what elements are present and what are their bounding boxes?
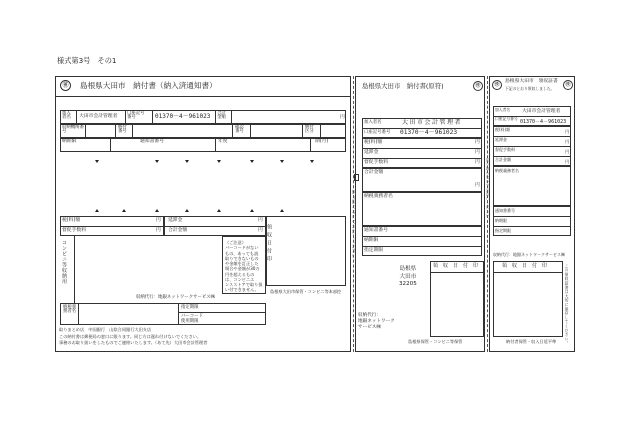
cut-mark-icon [280,160,284,163]
middle-footer: 島根県保管・コンビニ等保管 [408,339,463,344]
right-side-note: この領収証書は大切に保存してください。 [565,264,570,346]
main-receipt-label: 領収日付印 [266,224,272,264]
middle-payer-label: 加入者名 [364,120,382,125]
cut-mark-icon [185,209,189,212]
yen-unit: 円 [475,150,480,155]
right-receipt-label: 領 収 日 付 印 [502,263,548,269]
middle-receipt-label: 領 収 日 付 印 [433,263,479,269]
cut-mark-icon [280,209,284,212]
main-payer-value: 大田市会計管理者 [79,114,118,119]
right-account-value: 01370－4－961023 [520,119,567,125]
cut-mark-icon [122,209,126,212]
main-bottom-box [60,303,266,325]
middle-tax-label: 税(料)額 [364,140,383,145]
right-subtitle: 下記のとおり領収しました。 [505,86,555,91]
cut-mark-icon [217,209,221,212]
main-surcharge-label: 督促手数料 [62,228,86,233]
main-bank-note: 取りまとめ店 中国銀行 山陰合同銀行大田支店 [59,327,152,332]
yen-unit: 円 [565,149,570,154]
right-designated-label: 指定期限 [495,228,511,233]
main-due-label: 通知書番号 [140,139,164,144]
main-year-label: 年度 [218,139,228,144]
yen-unit: 円 [258,218,263,223]
main-agency-label: 収納機関番号 [62,125,84,135]
right-footer: 納付者保管・収入日延平準 [506,339,557,344]
main-conv-label: コンビニ等収納用 [61,240,67,284]
main-account-label: 口座記号番号 [127,111,145,121]
middle-penalty-label: 延滞金 [364,150,379,155]
main-title: 島根県大田市 納付書（納入済通知書） [80,81,217,90]
cut-mark-icon [95,160,99,163]
cut-mark-icon [250,209,254,212]
main-note-text: （ご注意） バーコードがない もの、あっても読 取りできないもの や金額を訂正した 場合や金額が30万 円を超えるもの は、コンビニエ ンスストアで取り扱 い付できません。 [225,240,263,293]
yen-unit: 円 [565,139,570,144]
right-surcharge-label: 督促手数料 [495,147,515,152]
cut-mark-icon [217,160,221,163]
middle-sum-label: 合計金額 [364,170,384,175]
right-title: 島根県大田市 領収証書 [505,79,558,84]
right-agent-label: 収納代行：地銀ネットワークサービス㈱ [493,252,565,257]
bank-symbol-icon: ㊝ [492,80,502,90]
main-header-row [60,138,346,152]
main-city-footer: 島根県大田市保管・コンビニ等本部控 [270,289,342,294]
main-total-yen: 円 [340,115,345,120]
main-designated-label: 指定期限 [181,305,199,310]
yen-unit: 円 [258,228,263,233]
form-label: 様式第3号 その1 [57,56,117,65]
main-confirm-no-label: 確認番号 [235,125,244,135]
main-deadline-label: 納期限 [62,139,77,144]
yen-unit: 円 [156,228,161,233]
main-instructions-1: この納付書は郵便局の窓口に限ります。同じ方は遅れ付けないでください。 [59,334,202,339]
main-payer-label: 加入者名 [62,111,71,121]
right-account-label: 口座記号番号 [495,116,518,121]
middle-payer-value: 大田市会計管理者 [402,119,463,126]
bank-symbol-icon: ㊝ [563,80,573,90]
right-payer-label: 加入者名 [495,107,511,112]
middle-city-block: 島根県 大田市 32205 [399,266,417,288]
right-tax-label: 税(料)額 [495,127,511,132]
main-number-row [60,124,346,138]
main-notice-no-label: 納付番号 [118,125,127,135]
middle-deadline-label: 納期限 [364,238,379,243]
right-deadline-label: 納期限 [495,218,507,223]
main-instructions-2: 事務のお取り扱いをしたものでご連絡いたします。（あて先）大田市会計管理者 [59,340,208,345]
main-period-label: 期(月) [315,139,329,144]
yen-unit: 円 [475,140,480,145]
main-sum-label: 合計金額 [168,228,188,233]
cut-mark-icon [155,209,159,212]
cut-mark-icon [250,160,254,163]
main-category-label: 納付区分 [305,125,314,135]
bank-symbol-icon: ㊝ [60,80,71,91]
yen-unit: 円 [156,218,161,223]
main-receipt-box [266,216,346,286]
middle-account-label: 口座記号番号 [364,130,391,135]
main-tax-label: 税(料)額 [62,218,81,223]
main-total-label: 合計金額 [217,111,226,121]
right-payer-name-label: 納税義務者名 [495,168,519,173]
middle-agent-label: 収納代行： 地銀ネットワーク サービス㈱ [358,313,395,330]
cut-mark-icon [95,209,99,212]
cut-mark-icon [310,160,314,163]
right-notice-label: 通知書番号 [495,208,515,213]
yen-unit: 円 [475,183,480,188]
middle-designated-label: 指定期限 [364,248,384,253]
middle-side-text: 切り取らないでお出しください。 [351,190,356,264]
middle-checkbox[interactable] [354,174,359,181]
middle-payer-name-label: 納税義務者名 [364,194,393,199]
main-agent-label: 収納代行：地銀ネットワークサービス㈱ [136,295,216,300]
yen-unit: 円 [565,159,570,164]
middle-notice-label: 通知書番号 [364,228,388,233]
right-sum-label: 合計金額 [495,157,511,162]
middle-account-value: 01370－4－961023 [400,129,458,136]
bank-symbol-icon: ㊝ [473,81,483,91]
yen-unit: 円 [565,129,570,134]
main-account-value: 01370－4－961023 [155,113,211,120]
right-penalty-label: 延滞金 [495,137,507,142]
main-barcode-label: バーコード 使用期限 [181,314,203,325]
yen-unit: 円 [475,160,480,165]
cut-mark-icon [185,160,189,163]
main-penalty-label: 延滞金 [168,218,183,223]
middle-title: 島根県大田市 納付書(原符) [362,82,444,90]
right-payer-value: 大田市会計管理者 [522,109,561,114]
main-payer-name-label: 納税義務者名 [63,305,77,315]
right-side-text: 切り取らないでお出しください。 [486,158,491,223]
cut-mark-icon [155,160,159,163]
middle-surcharge-label: 督促手数料 [364,160,388,165]
